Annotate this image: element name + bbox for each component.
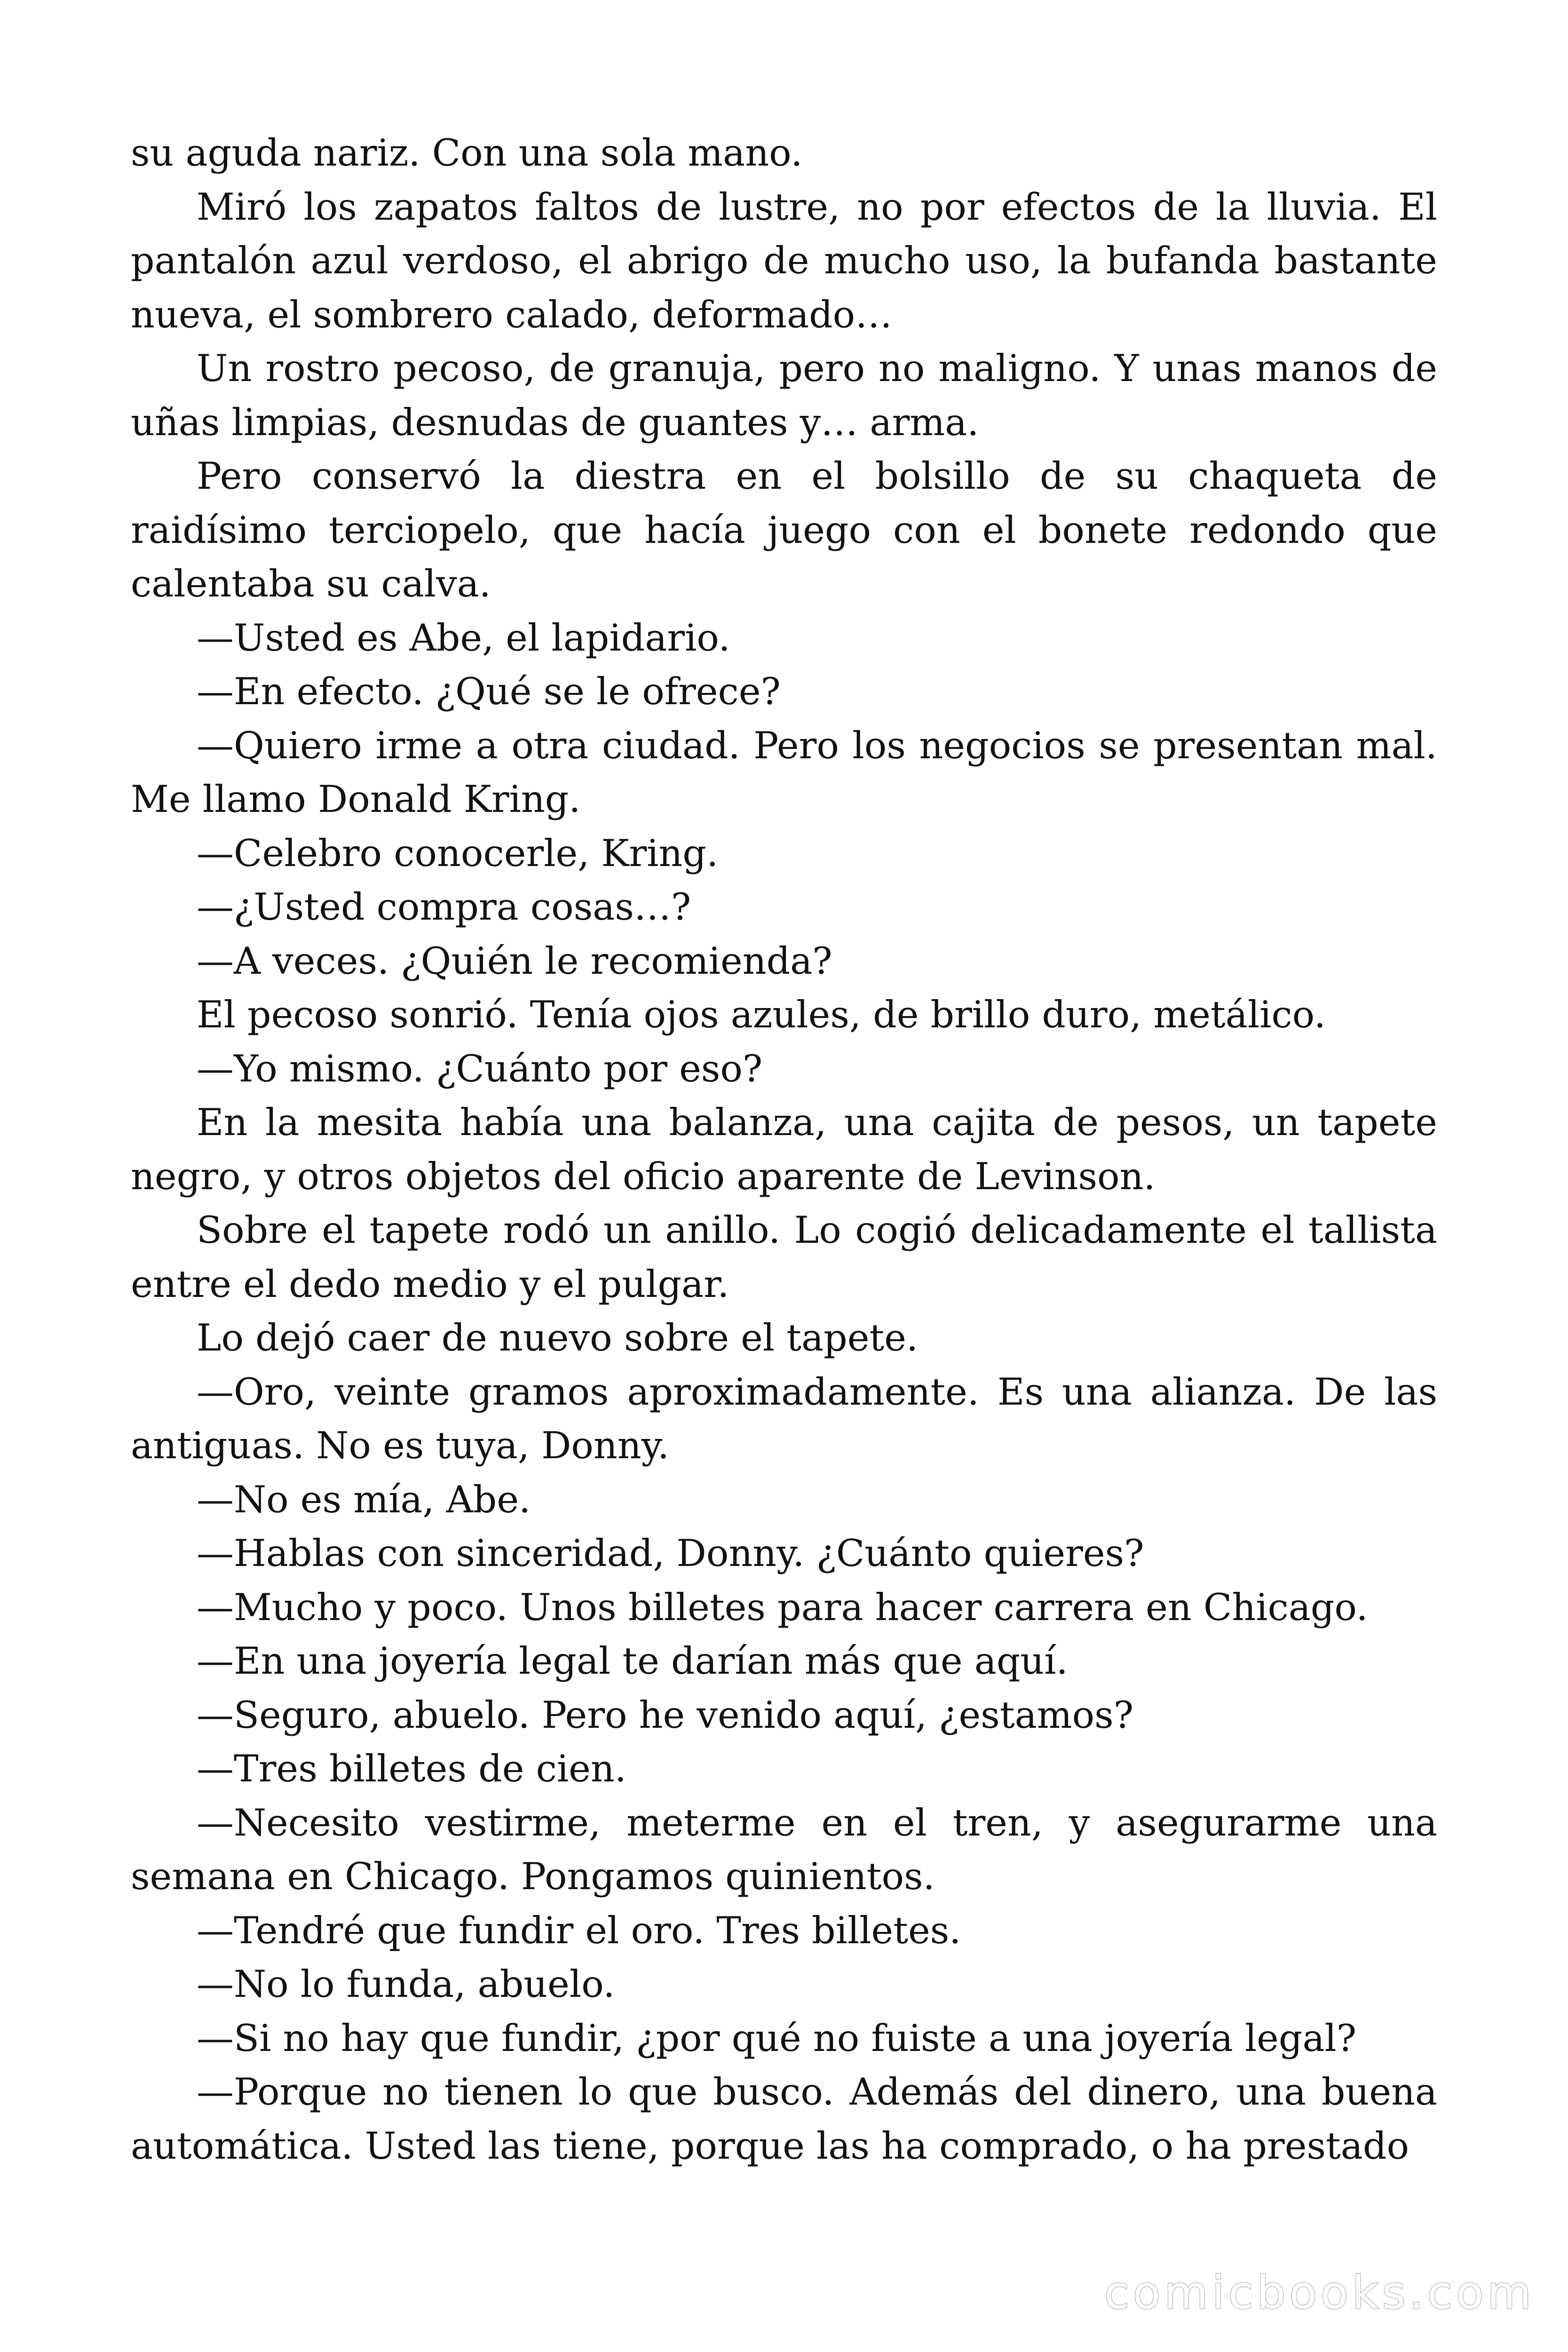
paragraph: El pecoso sonrió. Tenía ojos azules, de brillo duro, metálico. (197, 993, 1326, 1036)
paragraph: Lo dejó caer de nuevo sobre el tapete. (197, 1316, 919, 1359)
paragraph: Pero conservó la diestra en el bolsillo de su chaqueta de raidísimo terciopelo, que hacía juego con el bonete redondo que calentaba su calva. (131, 454, 1437, 605)
dialogue-line: —Tendré que fundir el oro. Tres billetes. (197, 1908, 961, 1952)
dialogue-line: —Oro, veinte gramos aproximadamente. Es una alianza. De las antiguas. No es tuya, Donny. (131, 1370, 1437, 1467)
dialogue-line: —Porque no tienen lo que busco. Además del dinero, una buena automática. Usted las tiene, porque las ha comprado, o ha prestado (131, 2070, 1437, 2168)
dialogue-line: —No es mía, Abe. (197, 1478, 531, 1521)
paragraph: su aguda nariz. Con una sola mano. (131, 131, 803, 175)
dialogue-line: —En una joyería legal te darían más que aquí. (197, 1639, 1068, 1683)
dialogue-line: —Celebro conocerle, Kring. (197, 831, 719, 875)
dialogue-line: —Necesito vestirme, meterme en el tren, y asegurarme una semana en Chicago. Pongamos quinientos. (131, 1801, 1437, 1898)
paragraph: Un rostro pecoso, de granuja, pero no maligno. Y unas manos de uñas limpias, desnudas de guantes y… arma. (131, 347, 1437, 444)
dialogue-line: —Si no hay que fundir, ¿por qué no fuiste a una joyería legal? (197, 2016, 1357, 2060)
dialogue-line: —Usted es Abe, el lapidario. (197, 616, 730, 660)
dialogue-line: —Mucho y poco. Unos billetes para hacer carrera en Chicago. (197, 1585, 1368, 1629)
dialogue-line: —Seguro, abuelo. Pero he venido aquí, ¿estamos? (197, 1693, 1134, 1737)
dialogue-line: —Yo mismo. ¿Cuánto por eso? (197, 1047, 763, 1090)
dialogue-line: —Quiero irme a otra ciudad. Pero los negocios se presentan mal. Me llamo Donald Kring. (131, 723, 1437, 821)
watermark: comicbooks.com (1104, 2266, 1535, 2319)
dialogue-line: —En efecto. ¿Qué se le ofrece? (197, 670, 781, 713)
dialogue-line: —¿Usted compra cosas…? (197, 885, 691, 929)
paragraph: En la mesita había una balanza, una cajita de pesos, un tapete negro, y otros objetos del oficio aparente de Levinson. (131, 1101, 1437, 1198)
dialogue-line: —A veces. ¿Quién le recomienda? (197, 939, 832, 983)
dialogue-line: —No lo funda, abuelo. (197, 1963, 615, 2006)
page-text (131, 126, 1437, 2173)
paragraph: Miró los zapatos faltos de lustre, no por efectos de la lluvia. El pantalón azul verdoso, el abrigo de mucho uso, la bufanda bastante nueva, el sombrero calado, deformado… (131, 185, 1437, 336)
paragraph: Sobre el tapete rodó un anillo. Lo cogió delicadamente el tallista entre el dedo medio y el pulgar. (131, 1208, 1437, 1306)
dialogue-line: —Hablas con sinceridad, Donny. ¿Cuánto quieres? (197, 1532, 1144, 1575)
dialogue-line: —Tres billetes de cien. (197, 1747, 626, 1790)
